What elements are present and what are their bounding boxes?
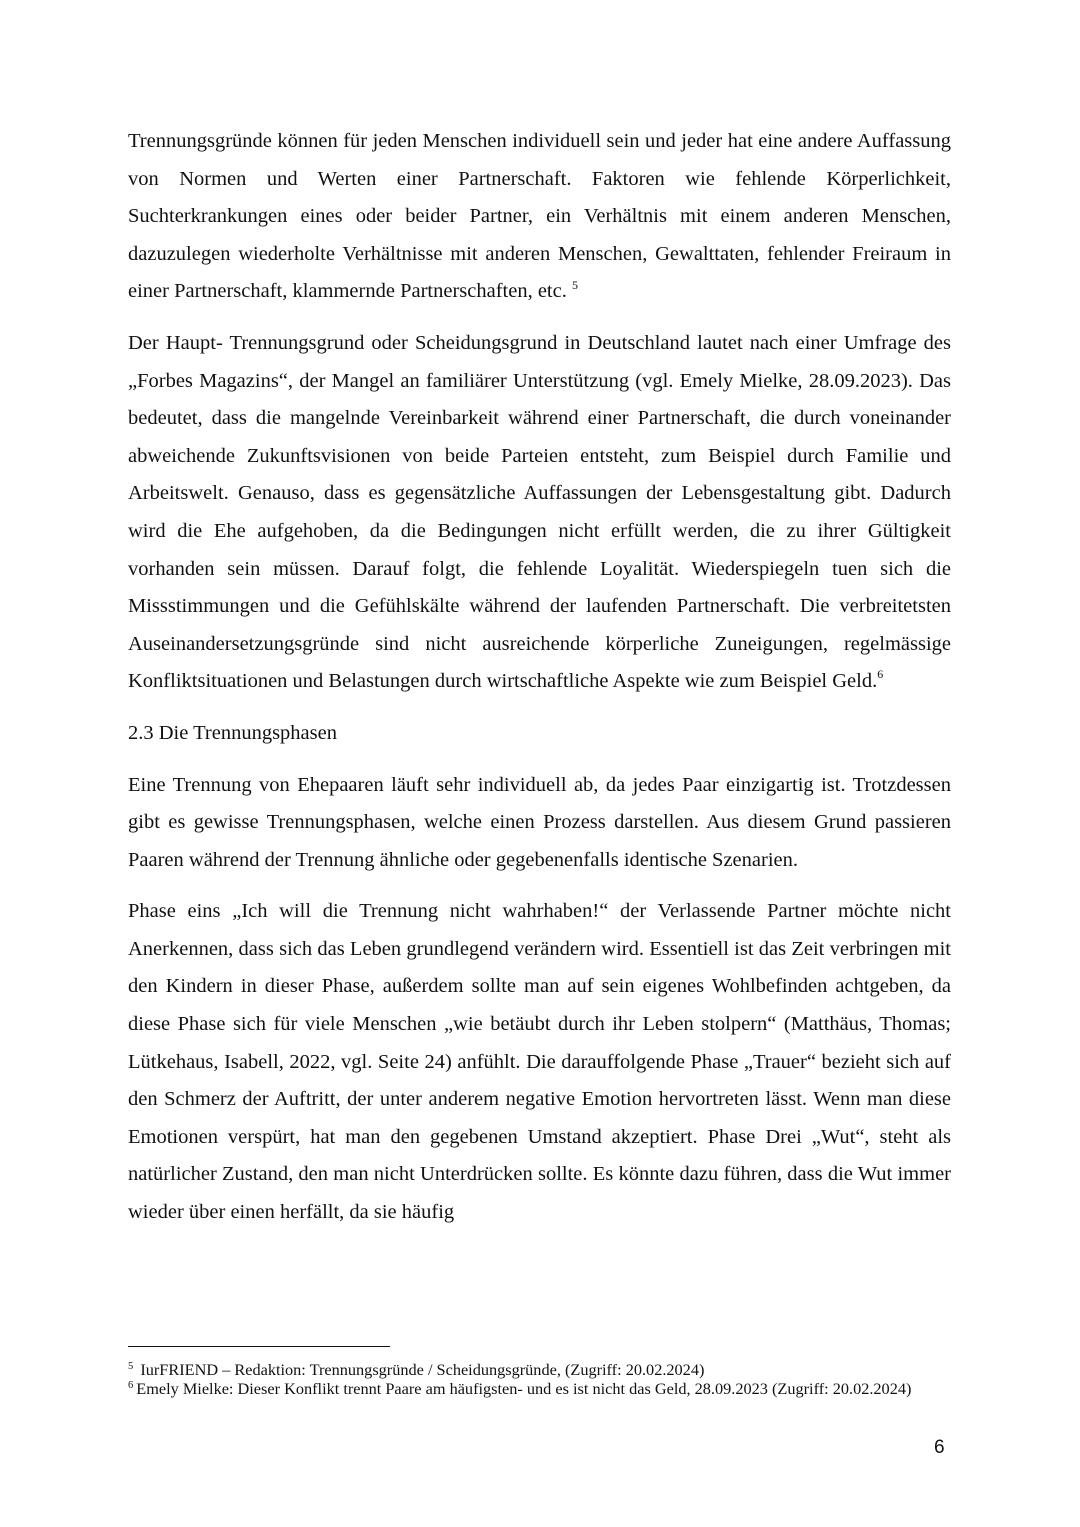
body-text <box>128 123 951 1246</box>
paragraph-separation-phases-intro <box>128 767 951 880</box>
page-number: 6 <box>934 1437 945 1458</box>
footnote-separator <box>128 1346 390 1347</box>
paragraph-separation-reasons <box>128 123 951 311</box>
footnotes <box>128 1360 951 1398</box>
paragraph-text: Trennungsgründe können für jeden Menschen individuell sein und jeder hat eine andere Auffassung von Normen und Werten einer Partnerschaft. Faktoren wie fehlende Körperlichkeit, Suchterkrankungen eines oder beider Partner, ein Verhältnis mit einem anderen Menschen, dazuzulegen wiederholte Verhältnisse mit anderen Menschen, Gewalttaten, fehlender Freiraum in einer Partnerschaft, klammernde Partnerschaften, etc. <box>128 130 951 303</box>
footnote-number: 6 <box>128 1379 134 1391</box>
paragraph-main-divorce-reason <box>128 325 951 701</box>
paragraph-text: Eine Trennung von Ehepaaren läuft sehr individuell ab, da jedes Paar einzigartig ist. Trotzdessen gibt es gewisse Trennungsphasen, welche einen Prozess darstellen. Aus diesem Grund passieren Paaren während der Trennung ähnliche oder gegebenenfalls identische Szenarien. <box>128 773 951 871</box>
section-heading: 2.3 Die Trennungsphasen <box>128 721 337 744</box>
footnote-number: 5 <box>128 1360 134 1372</box>
paragraph-text: Der Haupt- Trennungsgrund oder Scheidungsgrund in Deutschland lautet nach einer Umfrage des „Forbes Magazins“, der Mangel an familiärer Unterstützung (vgl. Emely Mielke, 28.09.2023). Das bedeutet, dass die mangelnde Vereinbarkeit während einer Partnerschaft, die durch voneinander abweichende Zukunftsvisionen von beide Parteien entsteht, zum Beispiel durch Familie und Arbeitswelt. Genauso, dass es gegensätzliche Auffassungen der Lebensgestaltung gibt. Dadurch wird die Ehe aufgehoben, da die Bedingungen nicht erfüllt werden, die zu ihrer Gültigkeit vorhanden sein müssen. Darauf folgt, die fehlende Loyalität. Wiederspiegeln tuen sich die Missstimmungen und die Gefühlskälte während der laufenden Partnerschaft. Die verbreitetsten Auseinandersetzungsgründe sind nicht ausreichende körperliche Zuneigungen, regelmässige Konfliktsituationen und Belastungen durch wirtschaftliche Aspekte wie zum Beispiel Geld. <box>128 331 951 693</box>
footnote-5 <box>128 1360 951 1379</box>
footnote-text: Emely Mielke: Dieser Konflikt trennt Paare am häufigsten- und es ist nicht das Geld, 28.09.2023 (Zugriff: 20.02.2024) <box>136 1379 912 1398</box>
footnote-reference-6[interactable]: 6 <box>877 667 884 682</box>
paragraph-text: Phase eins „Ich will die Trennung nicht wahrhaben!“ der Verlassende Partner möchte nicht Anerkennen, dass sich das Leben grundlegend verändern wird. Essentiell ist das Zeit verbringen mit den Kindern in dieser Phase, außerdem sollte man auf sein eigenes Wohlbefinden achtgeben, da diese Phase sich für viele Menschen „wie betäubt durch ihr Leben stolpern“ (Matthäus, Thomas; Lütkehaus, Isabell, 2022, vgl. Seite 24) anfühlt. Die darauffolgende Phase „Trauer“ bezieht sich auf den Schmerz der Auftritt, der unter anderem negative Emotion hervortreten lässt. Wenn man diese Emotionen verspürt, hat man den gegebenen Umstand akzeptiert. Phase Drei „Wut“, steht als natürlicher Zustand, den man nicht Unterdrücken sollte. Es könnte dazu führen, dass die Wut immer wieder über einen herfällt, da sie häufig <box>128 900 951 1224</box>
footnote-text: IurFRIEND – Redaktion: Trennungsgründe / Scheidungsgründe, (Zugriff: 20.02.2024) <box>136 1360 705 1379</box>
paragraph-phase-descriptions <box>128 893 951 1231</box>
footnote-reference-5[interactable]: 5 <box>571 277 578 292</box>
footnote-6 <box>128 1379 951 1398</box>
